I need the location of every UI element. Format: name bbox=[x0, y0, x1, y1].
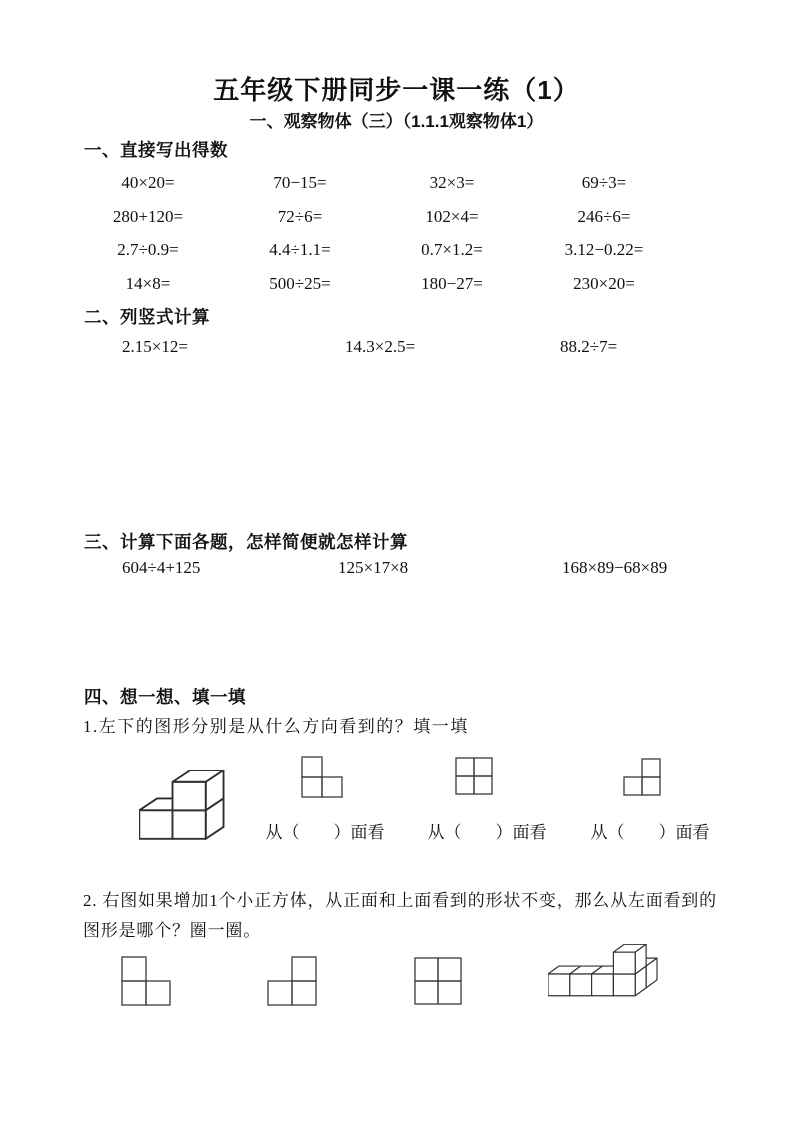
problem-item bbox=[376, 267, 528, 301]
q1-option-l-top-right-icon bbox=[623, 758, 661, 796]
problem-item bbox=[72, 233, 224, 267]
problem-item bbox=[528, 200, 680, 234]
problem-text: 2.7÷0.9= bbox=[117, 240, 179, 259]
problem-text: 280+120= bbox=[112, 206, 184, 226]
worksheet-title: 五年级下册同步一课一练（1） bbox=[213, 75, 580, 105]
problem-item bbox=[528, 166, 680, 200]
q1-option-square-2x2-icon bbox=[455, 757, 493, 795]
problem-text: 102×4= bbox=[425, 206, 479, 226]
problem-text: 69÷3= bbox=[581, 173, 627, 192]
problem-item bbox=[72, 200, 224, 234]
q2-cube-stack-icon bbox=[548, 944, 658, 997]
section2-heading: 二、列竖式计算 bbox=[84, 307, 210, 327]
q1-option-l-top-left-icon bbox=[301, 756, 343, 798]
problem-item bbox=[224, 200, 376, 234]
view-direction-label: 从（ ）面看 bbox=[427, 823, 547, 842]
problem-text: 32×3= bbox=[429, 173, 475, 192]
q2-option-square-2x2-icon bbox=[414, 957, 462, 1005]
problem-item bbox=[72, 267, 224, 301]
view-direction-label: 从（ ）面看 bbox=[590, 823, 710, 842]
question2-text-line2: 图形是哪个？圈一圈。 bbox=[83, 921, 261, 940]
worksheet-subtitle: 一、观察物体（三）（1.1.1观察物体1） bbox=[249, 112, 544, 131]
q1-cube-stack-icon bbox=[139, 770, 225, 840]
problem-text: 0.7×1.2= bbox=[421, 240, 483, 259]
problem-text: 230×20= bbox=[573, 273, 635, 293]
problem-item: 2.15×12= bbox=[122, 337, 188, 356]
problem-text: 14×8= bbox=[125, 273, 171, 293]
problem-text: 72÷6= bbox=[277, 206, 323, 226]
problem-text: 40×20= bbox=[121, 173, 175, 192]
problem-item bbox=[224, 267, 376, 301]
section4-heading: 四、想一想、填一填 bbox=[84, 687, 246, 707]
section1-problem-grid bbox=[72, 166, 680, 300]
problem-text: 180−27= bbox=[421, 273, 483, 293]
problem-item bbox=[376, 166, 528, 200]
problem-item bbox=[72, 166, 224, 200]
problem-text: 3.12−0.22= bbox=[564, 240, 644, 259]
q2-option-l-top-left-icon bbox=[121, 956, 171, 1006]
problem-item bbox=[224, 166, 376, 200]
problem-item bbox=[528, 233, 680, 267]
section1-heading: 一、直接写出得数 bbox=[84, 140, 228, 160]
problem-item bbox=[528, 267, 680, 301]
problem-item: 125×17×8 bbox=[338, 558, 409, 577]
problem-text: 70−15= bbox=[273, 173, 327, 192]
problem-text: 500÷25= bbox=[269, 273, 331, 293]
view-direction-label: 从（ ）面看 bbox=[265, 823, 385, 842]
section3-heading: 三、计算下面各题，怎样简便就怎样计算 bbox=[84, 532, 408, 552]
problem-item: 88.2÷7= bbox=[560, 337, 618, 356]
problem-item bbox=[376, 233, 528, 267]
problem-text: 246÷6= bbox=[577, 206, 631, 226]
problem-item: 14.3×2.5= bbox=[345, 337, 416, 356]
q2-option-l-top-right-icon bbox=[267, 956, 317, 1006]
question2-text-line1: 2. 右图如果增加1个小正方体，从正面和上面看到的形状不变，那么从左面看到的 bbox=[83, 891, 717, 910]
problem-item: 604÷4+125 bbox=[122, 558, 201, 577]
question1-text: 1.左下的图形分别是从什么方向看到的？填一填 bbox=[83, 717, 469, 736]
problem-text: 4.4÷1.1= bbox=[269, 240, 331, 259]
problem-item: 168×89−68×89 bbox=[562, 558, 668, 577]
problem-item bbox=[224, 233, 376, 267]
problem-item bbox=[376, 200, 528, 234]
